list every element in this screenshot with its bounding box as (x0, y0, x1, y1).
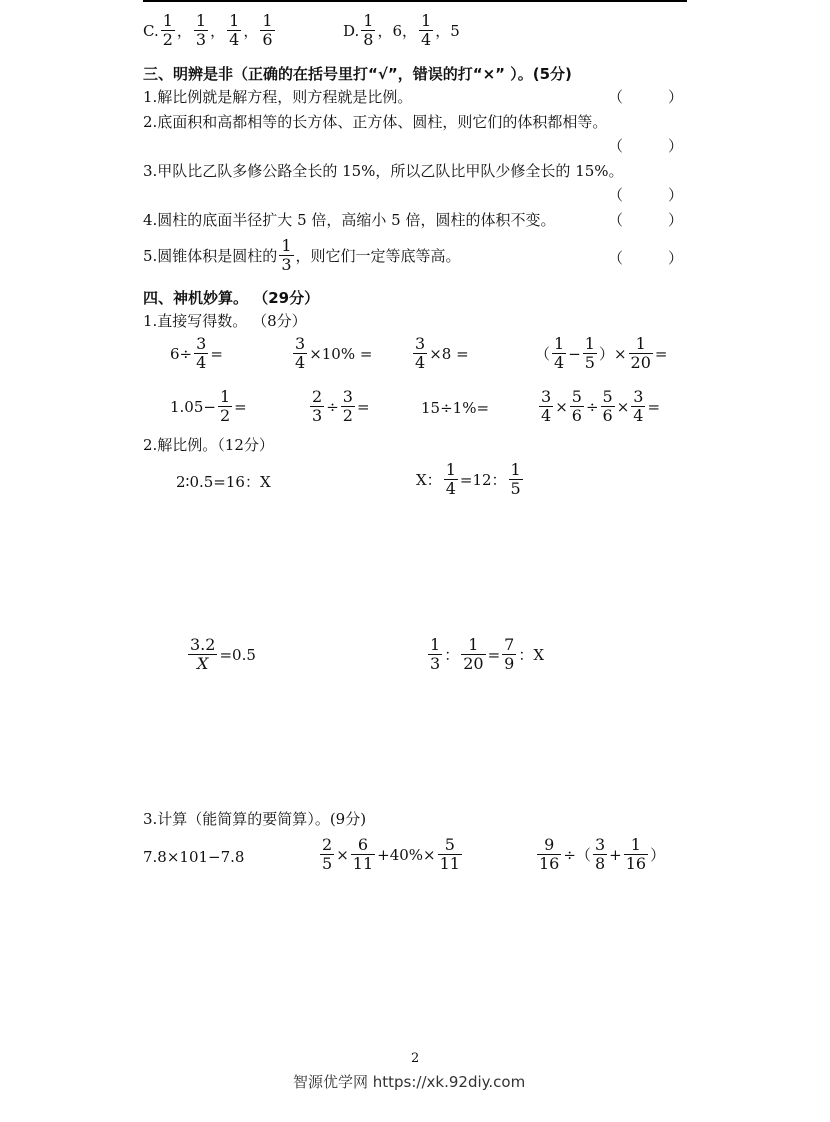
choice-d-label: D. (343, 21, 360, 40)
fraction: $\frac{1}{3}$ (195, 11, 207, 49)
question-3: 3.甲队比乙队多修公路全长的 15%，所以乙队比甲队少修全长的 15%。 (143, 162, 624, 180)
choice-c-label: C. (143, 21, 159, 40)
fraction: $\frac{1}{4}$ (421, 11, 432, 49)
fraction: $\frac{1}{2}$ (162, 11, 173, 49)
fraction: $\frac{1}{3}$ (430, 635, 441, 673)
question-4: 4.圆柱的底面半径扩大 5 倍，高缩小 5 倍，圆柱的体积不变。 (143, 211, 556, 229)
question-5: 5.圆锥体积是圆柱的 $\frac{1}{3}$ ，则它们一定等底等高。 (143, 236, 461, 274)
fraction: $\frac{1}{5}$ (584, 334, 595, 372)
page-number: 2 (411, 1051, 420, 1066)
choice-c: C. $\frac{1}{2}$ ， $\frac{1}{3}$ ， $\frac{1}{4}$ ， $\frac{1}{6}$ (143, 11, 273, 49)
subsection-3-title: 3.计算（能简算的要简算）。(9分) (143, 810, 367, 828)
footer-watermark: 智源优学网 https://xk.92diy.com (293, 1073, 526, 1091)
section3-title: 三、明辨是非（正确的在括号里打“√”，错误的打“×” ）。(5分) (143, 65, 572, 83)
answer-bracket-5[interactable]: （ ） (608, 249, 684, 267)
fraction: $\frac{5}{11}$ (439, 835, 460, 873)
answer-bracket-4[interactable]: （ ） (608, 211, 684, 229)
calc-2: $\frac{2}{5}$ × $\frac{6}{11}$ +40%× $\frac{5}{11}$ (322, 835, 460, 873)
section4-title: 四、神机妙算。 （29分） (143, 289, 320, 307)
subsection-1-title: 1.直接写得数。 （8分） (143, 312, 307, 330)
expr-6: $\frac{2}{3}$ ÷ $\frac{3}{2}$ = (312, 387, 370, 425)
answer-bracket-1[interactable]: （ ） (608, 88, 684, 106)
expr-5: 1.05− $\frac{1}{2}$ = (170, 387, 247, 425)
proportion-2: X： $\frac{1}{4}$ =12： $\frac{1}{5}$ (416, 460, 521, 498)
fraction: $\frac{1}{4}$ (554, 334, 565, 372)
fraction: $\frac{2}{5}$ (322, 835, 333, 873)
question-1: 1.解比例就是解方程，则方程就是比例。 (143, 88, 413, 106)
fraction: $\frac{2}{3}$ (312, 387, 323, 425)
fraction: $\frac{3}{8}$ (594, 835, 606, 873)
fraction: $\frac{3}{4}$ (541, 387, 552, 425)
fraction: $\frac{5}{6}$ (602, 387, 613, 425)
expr-7: 15÷1%= (421, 399, 490, 417)
fraction: $\frac{1}{5}$ (510, 460, 521, 498)
fraction: $\frac{5}{6}$ (571, 387, 582, 425)
fraction: $\frac{1}{20}$ (630, 334, 651, 372)
fraction: $\frac{9}{16}$ (539, 835, 560, 873)
expr-1: 6÷ $\frac{3}{4}$ = (170, 334, 223, 372)
top-rule (143, 0, 687, 2)
fraction: $\frac{7}{9}$ (504, 635, 515, 673)
expr-3: $\frac{3}{4}$ ×8 = (415, 334, 469, 372)
fraction: $\frac{1}{3}$ (281, 236, 292, 274)
fraction: $\frac{1}{8}$ (363, 11, 374, 49)
fraction: $\frac{1}{16}$ (625, 835, 647, 873)
fraction: $\frac{3}{4}$ (295, 334, 306, 372)
calc-1: 7.8×101−7.8 (143, 848, 245, 866)
question-2: 2.底面积和高都相等的长方体、正方体、圆柱，则它们的体积都相等。 (143, 113, 608, 131)
fraction: $\frac{3}{2}$ (342, 387, 353, 425)
subsection-2-title: 2.解比例。（12分） (143, 436, 274, 454)
fraction: $\frac{3.2}{X}$ (190, 635, 216, 673)
answer-bracket-3[interactable]: （ ） (608, 186, 684, 204)
proportion-3: $\frac{3.2}{X}$ =0.5 (190, 635, 256, 673)
choice-d: D. $\frac{1}{8}$ ，6， $\frac{1}{4}$ ，5 (343, 11, 460, 49)
fraction: $\frac{1}{20}$ (463, 635, 484, 673)
proportion-4: $\frac{1}{3}$ ： $\frac{1}{20}$ = $\frac{7}{9}$ ：X (430, 635, 545, 673)
fraction: $\frac{1}{2}$ (219, 387, 231, 425)
answer-bracket-2[interactable]: （ ） (608, 137, 684, 155)
fraction: $\frac{3}{4}$ (196, 334, 207, 372)
fraction: $\frac{1}{4}$ (229, 11, 240, 49)
expr-2: $\frac{3}{4}$ ×10% = (295, 334, 373, 372)
expr-4: （ $\frac{1}{4}$ − $\frac{1}{5}$ ）× $\frac{1}{20}$ = (535, 334, 668, 372)
expr-8: $\frac{3}{4}$ × $\frac{5}{6}$ ÷ $\frac{5}{6}$ × $\frac{3}{4}$ = (541, 387, 661, 425)
proportion-1: 2∶0.5=16：X (176, 473, 271, 491)
fraction: $\frac{6}{11}$ (352, 835, 374, 873)
calc-3: $\frac{9}{16}$ ÷（ $\frac{3}{8}$ + $\frac{1}{16}$ ） (539, 835, 666, 873)
fraction: $\frac{3}{4}$ (415, 334, 426, 372)
fraction: $\frac{3}{4}$ (633, 387, 644, 425)
fraction: $\frac{1}{6}$ (262, 11, 273, 49)
fraction: $\frac{1}{4}$ (445, 460, 456, 498)
